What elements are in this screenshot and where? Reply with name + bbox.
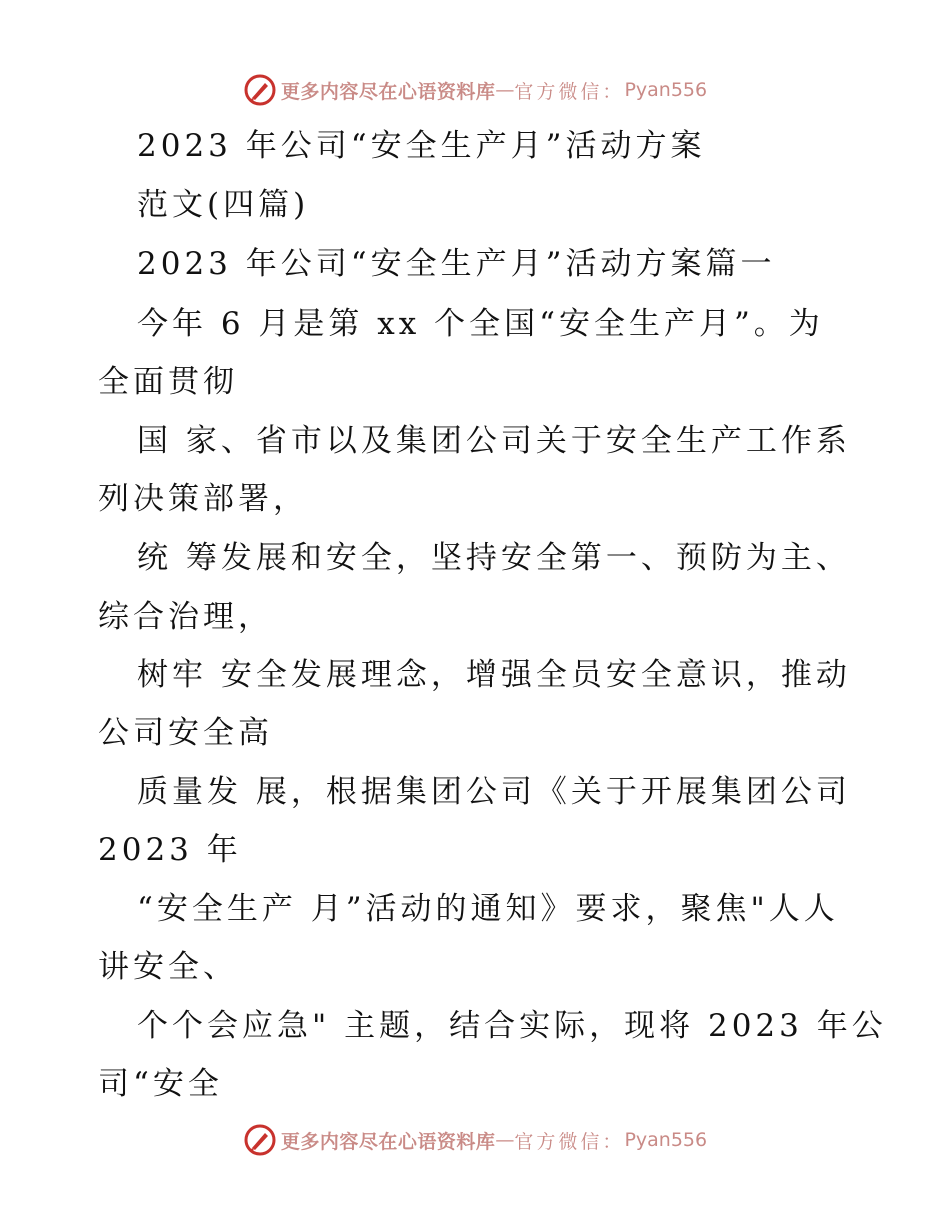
watermark-official-label: 官方微信： (514, 1130, 625, 1153)
body-line: 今年 6 月是第 xx 个全国“安全生产月”。为 (137, 306, 824, 342)
watermark-official-label: 官方微信： (514, 80, 625, 103)
footer-watermark (0, 1120, 950, 1160)
document-title-line-1: 2023 年公司“安全生产月”活动方案 (137, 128, 706, 164)
body-line: 树牢 安全发展理念，增强全员安全意识，推动 (137, 657, 851, 693)
body-line: 综合治理， (98, 599, 273, 635)
watermark-brand: 更多内容尽在心语资料库 (280, 80, 496, 103)
watermark-dash: — (495, 79, 515, 101)
pen-logo-icon (243, 1123, 277, 1157)
header-watermark (0, 70, 950, 110)
body-line: 质量发 展，根据集团公司《关于开展集团公司 (137, 774, 851, 810)
section-heading: 2023 年公司“安全生产月”活动方案篇一 (137, 246, 776, 282)
body-line: 公司安全高 (98, 715, 273, 751)
watermark-wechat-id: Pyan556 (624, 1129, 708, 1151)
body-line: 司“安全 (98, 1066, 223, 1102)
body-line: 讲安全、 (98, 949, 238, 985)
pen-logo-icon (243, 73, 277, 107)
body-line: 个个会应急" 主题，结合实际，现将 2023 年公 (137, 1008, 887, 1044)
body-line: 国 家、省市以及集团公司关于安全生产工作系 (137, 423, 851, 459)
watermark-dash: — (495, 1129, 515, 1151)
watermark-wechat-id: Pyan556 (624, 79, 708, 101)
body-line: 列决策部署， (98, 481, 308, 517)
document-title-line-2: 范文(四篇) (137, 187, 310, 223)
body-line: “安全生产 月”活动的通知》要求，聚焦"人人 (137, 891, 839, 927)
body-line: 全面贯彻 (98, 364, 238, 400)
watermark-brand: 更多内容尽在心语资料库 (280, 1130, 496, 1153)
body-line: 2023 年 (98, 832, 242, 868)
body-line: 统 筹发展和安全，坚持安全第一、预防为主、 (137, 540, 851, 576)
